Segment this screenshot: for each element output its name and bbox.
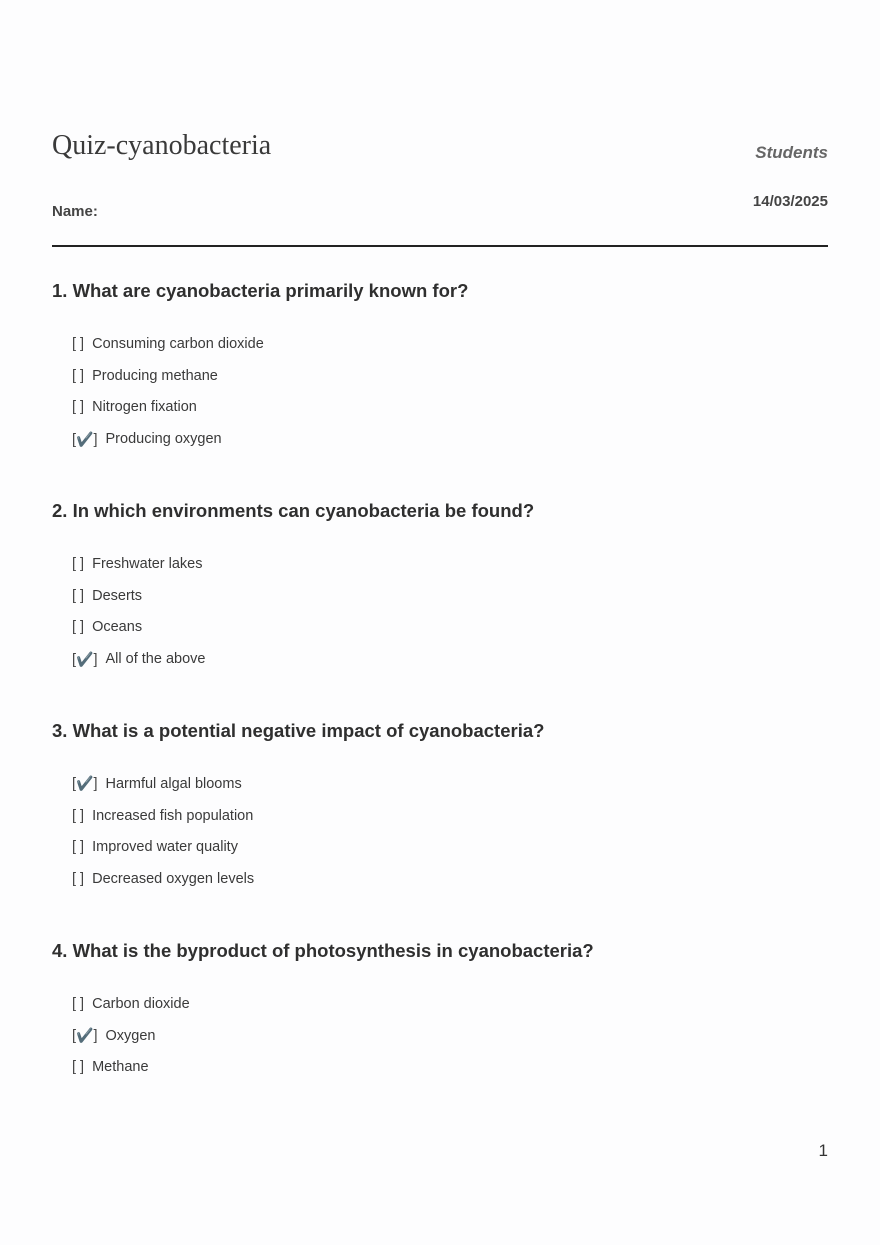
answer-option[interactable] [72, 548, 205, 580]
checkbox[interactable]: [ ] [72, 807, 85, 824]
answer-label: Harmful algal blooms [105, 775, 242, 792]
answer-option[interactable] [72, 643, 205, 675]
checkbox-checked[interactable]: [✔️] [72, 430, 98, 448]
checkbox[interactable]: [ ] [72, 839, 85, 856]
checkbox[interactable]: [ ] [72, 587, 85, 604]
check-mark-icon: ✔️ [76, 650, 94, 667]
answer-option[interactable] [72, 612, 205, 644]
checkbox[interactable]: [ ] [72, 555, 85, 572]
checkbox[interactable]: [ ] [72, 399, 85, 416]
quiz-date: 14/03/2025 [752, 193, 828, 210]
checkbox-checked[interactable]: [✔️] [72, 1027, 98, 1045]
answer-label: Oceans [92, 619, 143, 636]
checkbox-checked[interactable]: [✔️] [72, 650, 98, 668]
checkbox[interactable]: [ ] [72, 871, 85, 888]
checkbox-checked[interactable]: [✔️] [72, 775, 98, 793]
page-title: Quiz-cyanobacteria [52, 130, 272, 161]
checkbox[interactable]: [ ] [72, 619, 85, 636]
name-label: Name: [52, 203, 98, 220]
question-text: 4. What is the byproduct of photosynthesis in cyanobacteria? [52, 940, 594, 961]
check-mark-icon: ✔️ [76, 430, 94, 447]
answer-option[interactable] [72, 360, 264, 392]
question-4 [52, 940, 828, 1076]
answer-option[interactable] [72, 768, 254, 800]
answer-options [72, 988, 190, 1083]
answer-option[interactable] [72, 832, 254, 864]
answer-option[interactable] [72, 580, 205, 612]
answer-options [72, 548, 205, 675]
answer-label: Deserts [92, 587, 143, 604]
answer-label: All of the above [105, 651, 206, 668]
answer-label: Producing oxygen [105, 431, 222, 448]
answer-label: Consuming carbon dioxide [92, 335, 264, 352]
answer-label: Nitrogen fixation [92, 399, 197, 416]
answer-options [72, 768, 254, 895]
question-text: 1. What are cyanobacteria primarily known for? [52, 280, 469, 301]
checkbox[interactable]: [ ] [72, 367, 85, 384]
check-mark-icon: ✔️ [76, 1027, 94, 1044]
answer-label: Producing methane [92, 367, 218, 384]
checkbox[interactable]: [ ] [72, 335, 85, 352]
answer-option[interactable] [72, 800, 254, 832]
page-number: 1 [818, 1141, 828, 1160]
answer-option[interactable] [72, 1020, 190, 1052]
answer-option[interactable] [72, 328, 264, 360]
audience-label: Students [755, 143, 828, 162]
answer-label: Increased fish population [92, 807, 254, 824]
answer-label: Decreased oxygen levels [92, 871, 255, 888]
check-mark-icon: ✔️ [76, 775, 94, 792]
checkbox[interactable]: [ ] [72, 995, 85, 1012]
question-1 [52, 280, 828, 448]
answer-options [72, 328, 264, 455]
answer-option[interactable] [72, 863, 254, 895]
question-text: 3. What is a potential negative impact of cyanobacteria? [52, 720, 545, 741]
answer-option[interactable] [72, 423, 264, 455]
answer-label: Carbon dioxide [92, 995, 190, 1012]
answer-option[interactable] [72, 1052, 190, 1084]
answer-label: Methane [92, 1059, 149, 1076]
answer-option[interactable] [72, 988, 190, 1020]
question-3 [52, 720, 828, 888]
answer-option[interactable] [72, 392, 264, 424]
question-text: 2. In which environments can cyanobacteria be found? [52, 500, 535, 521]
question-2 [52, 500, 828, 668]
answer-label: Oxygen [105, 1027, 156, 1044]
header-divider [52, 245, 828, 247]
checkbox[interactable]: [ ] [72, 1059, 85, 1076]
answer-label: Freshwater lakes [92, 555, 203, 572]
answer-label: Improved water quality [92, 839, 238, 856]
